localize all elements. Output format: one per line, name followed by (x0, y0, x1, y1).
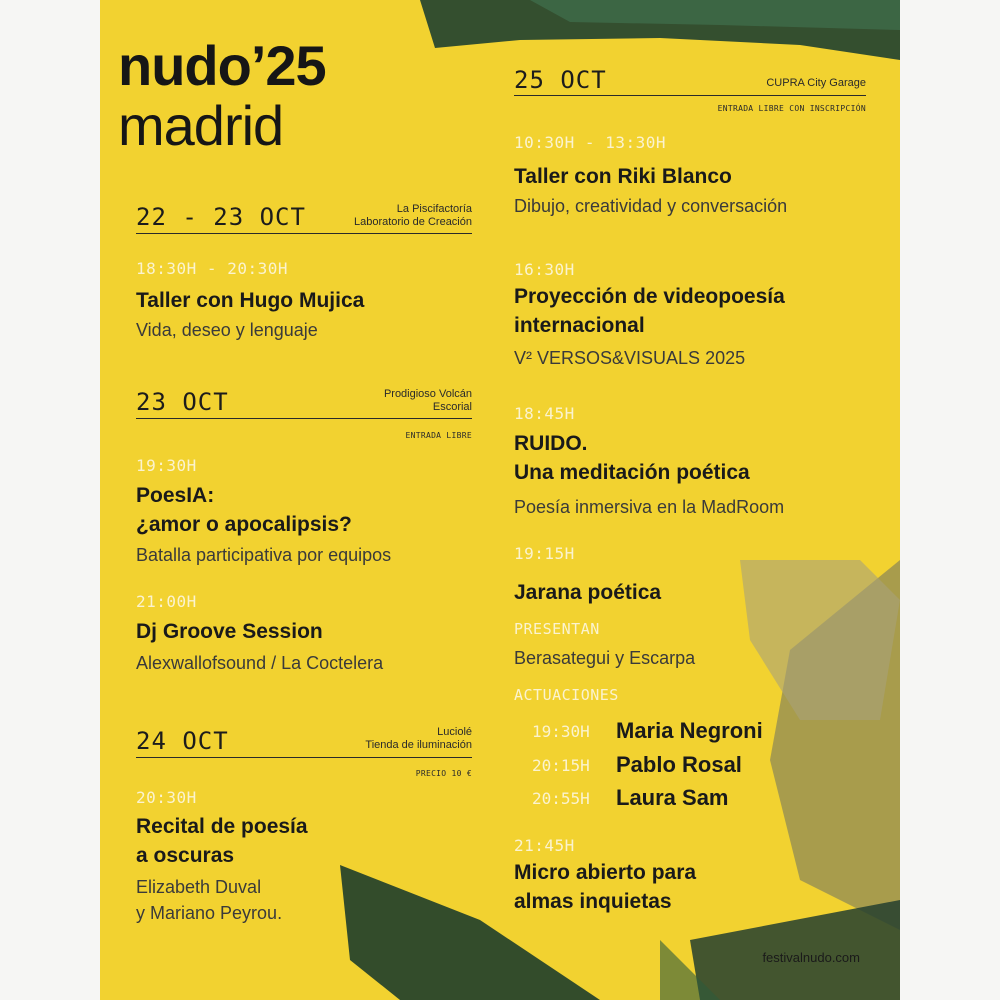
title-line: PoesIA: (136, 484, 215, 507)
event-title (136, 481, 352, 539)
event-time: 18:45H (514, 404, 575, 423)
venue-line: Prodigioso Volcán (383, 388, 472, 400)
title-line: internacional (514, 314, 645, 337)
event-subtitle: V² VERSOS&VISUALS 2025 (514, 348, 746, 368)
event-title: Dj Groove Session (136, 620, 323, 643)
event-title (514, 282, 785, 340)
venue-line: Escorial (432, 401, 472, 413)
brand-title: nudo’25 (118, 34, 326, 97)
venue-line: Laboratorio de Creación (353, 216, 472, 228)
event-title: Taller con Hugo Mujica (136, 289, 365, 312)
event-subtitle (136, 874, 282, 926)
page-margin-right (900, 0, 1000, 1000)
title-line: Una meditación poética (514, 461, 750, 484)
venue-line: Tienda de iluminación (365, 739, 472, 751)
performance-row (532, 752, 742, 778)
title-line: RUIDO. (514, 432, 588, 455)
performance-name: Pablo Rosal (616, 752, 742, 777)
festival-url[interactable]: festivalnudo.com (762, 950, 860, 965)
entry-tag: ENTRADA LIBRE (405, 431, 472, 440)
event-time: 21:45H (514, 836, 575, 855)
performance-time: 19:30H (532, 721, 590, 741)
subtitle-line: y Mariano Peyrou. (136, 903, 283, 923)
event-time: 10:30H - 13:30H (514, 133, 666, 152)
event-subtitle: Alexwallofsound / La Coctelera (136, 653, 384, 673)
event-time: 21:00H (136, 592, 197, 611)
event-title: Taller con Riki Blanco (514, 165, 732, 188)
presentan-label: PRESENTAN (514, 620, 600, 638)
venue-luciole (300, 726, 472, 752)
event-time: 19:15H (514, 544, 575, 563)
venue-line: La Piscifactoría (396, 203, 472, 215)
event-time: 16:30H (514, 260, 575, 279)
entry-tag: ENTRADA LIBRE CON INSCRIPCIÓN (717, 104, 866, 113)
date-25-oct: 25 OCT (514, 66, 607, 94)
date-22-23-oct: 22 - 23 OCT (136, 203, 306, 231)
poster (100, 0, 900, 1000)
performance-name: Maria Negroni (616, 718, 763, 743)
performance-row (532, 718, 763, 744)
title-line: Micro abierto para (514, 861, 697, 884)
event-subtitle: Poesía inmersiva en la MadRoom (514, 497, 785, 517)
title-line: almas inquietas (514, 890, 672, 913)
event-time: 20:30H (136, 788, 197, 807)
event-title: Jarana poética (514, 581, 662, 604)
actuaciones-label: ACTUACIONES (514, 686, 619, 704)
date-24-oct: 24 OCT (136, 727, 229, 755)
event-time: 19:30H (136, 456, 197, 475)
title-line: ¿amor o apocalipsis? (136, 513, 352, 536)
venue-piscifactoria (300, 203, 472, 229)
event-title (136, 812, 308, 870)
date-23-oct: 23 OCT (136, 388, 229, 416)
subtitle-line: Elizabeth Duval (136, 877, 262, 897)
performance-name: Laura Sam (616, 785, 729, 810)
performance-row (532, 785, 729, 811)
event-subtitle: Dibujo, creatividad y conversación (514, 196, 788, 216)
event-time: 18:30H - 20:30H (136, 259, 288, 278)
venue-prodigioso-volcan (300, 388, 472, 414)
divider (514, 95, 866, 96)
divider (136, 757, 472, 758)
performance-time: 20:15H (532, 755, 590, 775)
venue-cupra: CUPRA City Garage (766, 77, 866, 89)
event-title (514, 858, 696, 916)
price-tag: PRECIO 10 € (415, 769, 472, 778)
performance-time: 20:55H (532, 788, 590, 808)
presentan-value: Berasategui y Escarpa (514, 648, 696, 668)
title-line: Proyección de videopoesía (514, 285, 785, 308)
page-margin-left (0, 0, 100, 1000)
divider (136, 233, 472, 234)
event-subtitle: Batalla participativa por equipos (136, 545, 392, 565)
title-line: a oscuras (136, 844, 235, 867)
event-title (514, 429, 750, 487)
venue-line: Luciolé (437, 726, 472, 738)
event-subtitle: Vida, deseo y lenguaje (136, 320, 318, 340)
brand-city: madrid (118, 94, 284, 157)
divider (136, 418, 472, 419)
title-line: Recital de poesía (136, 815, 308, 838)
